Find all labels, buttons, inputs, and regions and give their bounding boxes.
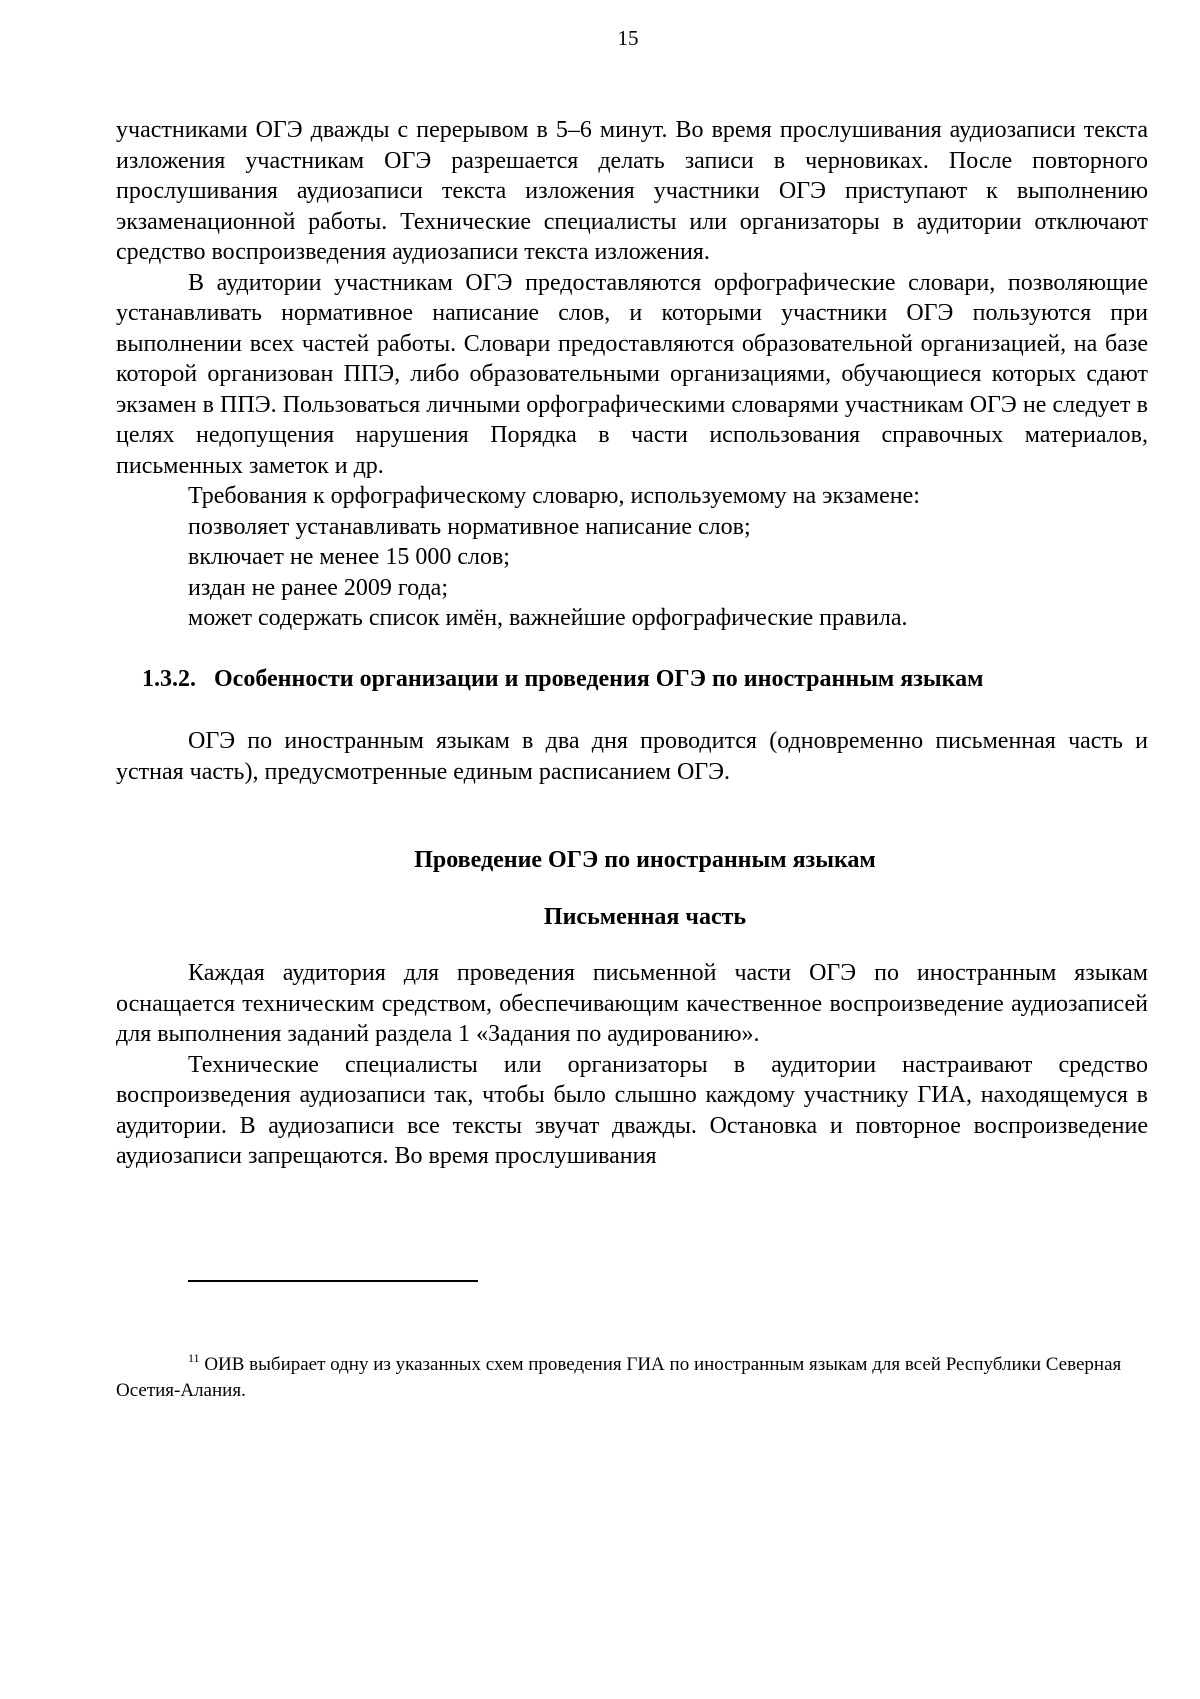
- list-item: издан не ранее 2009 года;: [188, 574, 448, 601]
- list-item: может содержать список имён, важнейшие орфографические правила.: [188, 605, 908, 631]
- section-heading: [116, 664, 1148, 695]
- page-number: 15: [617, 26, 639, 50]
- section-title: Особенности организации и проведения ОГЭ по иностранным языкам: [214, 665, 984, 692]
- page-body: [116, 115, 1148, 1172]
- requirements-intro: Требования к орфографическому словарю, используемому на экзамене:: [188, 483, 920, 509]
- heading-sub: Письменная часть: [543, 903, 747, 930]
- list-item: включает не менее 15 000 слов;: [188, 544, 510, 570]
- paragraph-continuation: участниками ОГЭ дважды с перерывом в 5–6 минут. Во время прослушивания аудиозаписи текста изложения участникам ОГЭ разрешается делать записи в черновиках. После повторного прослушивания аудиозаписи текста изложения участники ОГЭ приступают к выполнению экзаменационной работы. Технические специалисты или организаторы в аудитории отключают средство воспроизведения аудиозаписи текста изложения.: [116, 117, 1148, 265]
- paragraph-playback: Технические специалисты или организаторы в аудитории настраивают средство воспроизведения аудиозаписи так, чтобы было слышно каждому участнику ГИА, находящемуся в аудитории. В аудиозаписи все тексты звучат дважды. Остановка и повторное воспроизведение аудиозаписи запрещаются. Во время прослушивания: [116, 1051, 1148, 1169]
- section-intro: ОГЭ по иностранным языкам в два дня проводится (одновременно письменная часть и устная часть), предусмотренные единым расписанием ОГЭ.: [116, 728, 1148, 785]
- paragraph-equipment: Каждая аудитория для проведения письменной части ОГЭ по иностранным языкам оснащается техническим средством, обеспечивающим качественное воспроизведение аудиозаписей для выполнения заданий раздела 1 «Задания по аудированию».: [116, 960, 1148, 1047]
- requirements-list: [116, 481, 1148, 634]
- heading-main: Проведение ОГЭ по иностранным языкам: [414, 847, 876, 873]
- footnote-marker: 11: [188, 1351, 200, 1365]
- paragraph-dictionaries: В аудитории участникам ОГЭ предоставляются орфографические словари, позволяющие устанавливать нормативное написание слов, и которыми участники ОГЭ пользуются при выполнении всех частей работы. Словари предоставляются образовательной организацией, на базе которой организован ППЭ, либо образовательными организациями, обучающиеся которых сдают экзамен в ППЭ. Пользоваться личными орфографическими словарями участникам ОГЭ не следует в целях недопущения нарушения Порядка в части использования справочных материалов, письменных заметок и др.: [116, 269, 1148, 479]
- section-number: 1.3.2.: [142, 665, 196, 692]
- list-item: позволяет устанавливать нормативное написание слов;: [188, 513, 751, 540]
- footnote-separator: [188, 1280, 478, 1282]
- footnote-text: ОИВ выбирает одну из указанных схем проведения ГИА по иностранным языкам для всей Республики Северная Осетия-Алания.: [116, 1354, 1122, 1401]
- footnote: [116, 1345, 1148, 1404]
